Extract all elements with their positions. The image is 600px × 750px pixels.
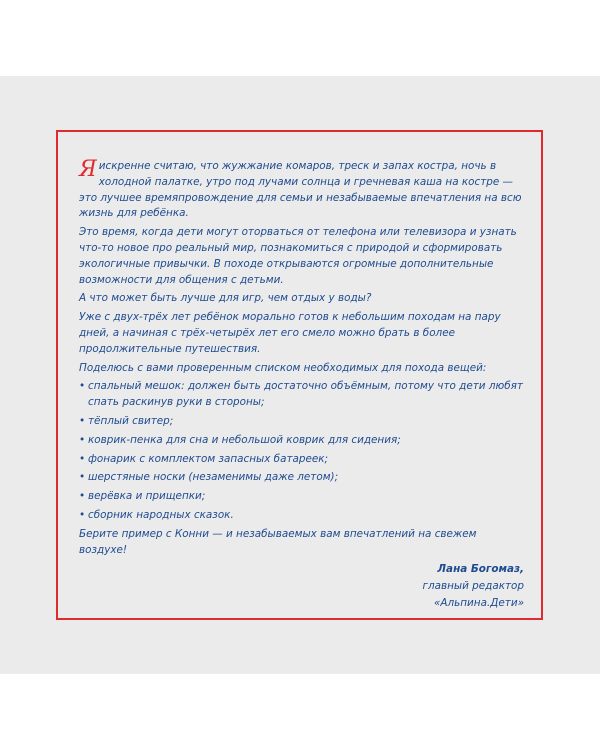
paragraph-intro-text: искренне считаю, что жужжание комаров, треск и запах костра, ночь в холодной палатке, утро под лучами солнца и гречневая каша на костре — это лучшее времяпровождение для семьи и незабываемые впечатления на всю жизнь для ребёнка. (79, 160, 522, 220)
paragraph-list-intro: Поделюсь с вами проверенным списком необходимых для похода вещей: (79, 361, 487, 374)
list-item: • коврик-пенка для сна и небольшой коврик для сидения; (79, 433, 524, 449)
signature-role: главный редактор (422, 580, 524, 593)
list-item: • тёплый свитер; (79, 414, 524, 430)
paragraph-water: А что может быть лучше для игр, чем отдых у воды? (79, 292, 372, 305)
letter-card (56, 130, 543, 620)
list-item: • верёвка и прищепки; (79, 489, 524, 505)
signature-org: «Альпина.Дети» (433, 597, 524, 610)
list-item: • фонарик с комплектом запасных батареек; (79, 452, 524, 468)
signature (79, 561, 524, 612)
list-item: • спальный мешок: должен быть достаточно объёмным, потому что дети любят спать раскинув руки в стороны; (79, 379, 524, 411)
packing-list (79, 379, 524, 523)
paragraph-age: Уже с двух-трёх лет ребёнок морально готов к небольшим походам на пару дней, а начиная с трёх-четырёх лет его смело можно брать в более продолжительные путешествия. (79, 311, 501, 355)
paragraph-intro (79, 159, 524, 222)
signature-name: Лана Богомаз, (437, 563, 524, 576)
paragraph-closing: Берите пример с Конни — и незабываемых вам впечатлений на свежем воздухе! (79, 527, 477, 556)
paragraph-time: Это время, когда дети могут оторваться от телефона или телевизора и узнать что-то новое про реальный мир, познакомиться с природой и сформировать экологичные привычки. В походе открываются огромные дополнительные возможности для общения с детьми. (79, 226, 517, 286)
letter-body (79, 159, 524, 612)
drop-cap: Я (79, 157, 97, 182)
list-item: • шерстяные носки (незаменимы даже летом); (79, 470, 524, 486)
list-item: • сборник народных сказок. (79, 508, 524, 524)
